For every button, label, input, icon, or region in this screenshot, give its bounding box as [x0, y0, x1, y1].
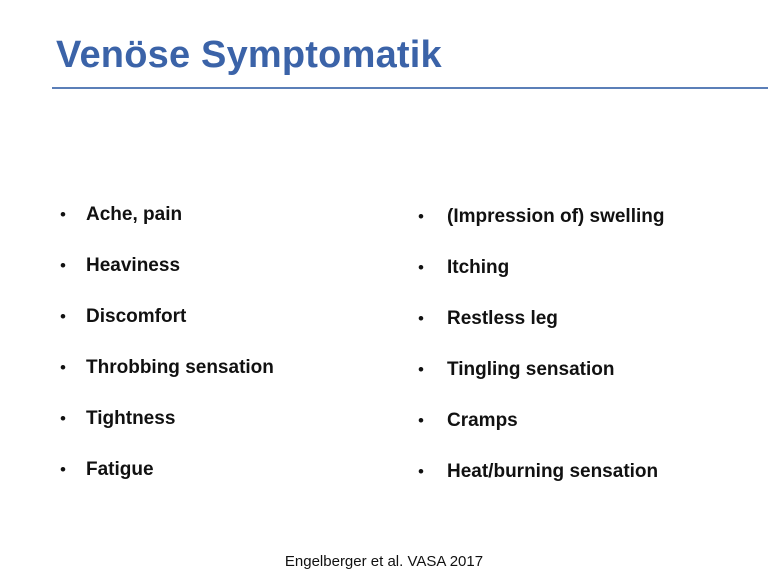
bullet-icon: •	[418, 462, 424, 481]
list-item-label: Ache, pain	[86, 204, 183, 225]
list-item-label: (Impression of) swelling	[447, 206, 665, 227]
list-item-label: Throbbing sensation	[86, 357, 274, 378]
bullet-icon: •	[418, 309, 424, 328]
list-item	[418, 307, 664, 358]
symptom-list-left	[60, 203, 274, 509]
bullet-icon: •	[418, 360, 424, 379]
bullet-icon: •	[60, 409, 66, 428]
bullet-icon: •	[60, 460, 66, 479]
citation: Engelberger et al. VASA 2017	[284, 553, 484, 570]
list-item	[418, 409, 664, 460]
list-item-label: Tightness	[86, 408, 176, 429]
list-item	[60, 356, 274, 407]
bullet-icon: •	[418, 207, 424, 226]
list-item-label: Tingling sensation	[447, 359, 615, 380]
list-item	[418, 205, 664, 256]
bullet-icon: •	[60, 307, 66, 326]
list-item	[418, 256, 664, 307]
list-item-label: Fatigue	[86, 459, 154, 480]
bullet-icon: •	[60, 358, 66, 377]
title-divider	[52, 87, 768, 89]
list-item	[60, 254, 274, 305]
list-item-label: Cramps	[447, 410, 518, 431]
list-item	[60, 203, 274, 254]
bullet-icon: •	[418, 411, 424, 430]
list-item-label: Discomfort	[86, 306, 187, 327]
list-item	[60, 305, 274, 356]
symptom-list-right	[418, 205, 664, 511]
list-item-label: Heaviness	[86, 255, 181, 276]
list-item	[60, 407, 274, 458]
list-item-label: Itching	[447, 257, 510, 278]
list-item-label: Heat/burning sensation	[447, 461, 659, 482]
list-item	[418, 460, 664, 511]
bullet-icon: •	[60, 256, 66, 275]
list-item	[60, 458, 274, 509]
list-item-label: Restless leg	[447, 308, 558, 329]
bullet-icon: •	[60, 205, 66, 224]
slide-title: Venöse Symptomatik	[56, 34, 442, 76]
list-item	[418, 358, 664, 409]
bullet-icon: •	[418, 258, 424, 277]
